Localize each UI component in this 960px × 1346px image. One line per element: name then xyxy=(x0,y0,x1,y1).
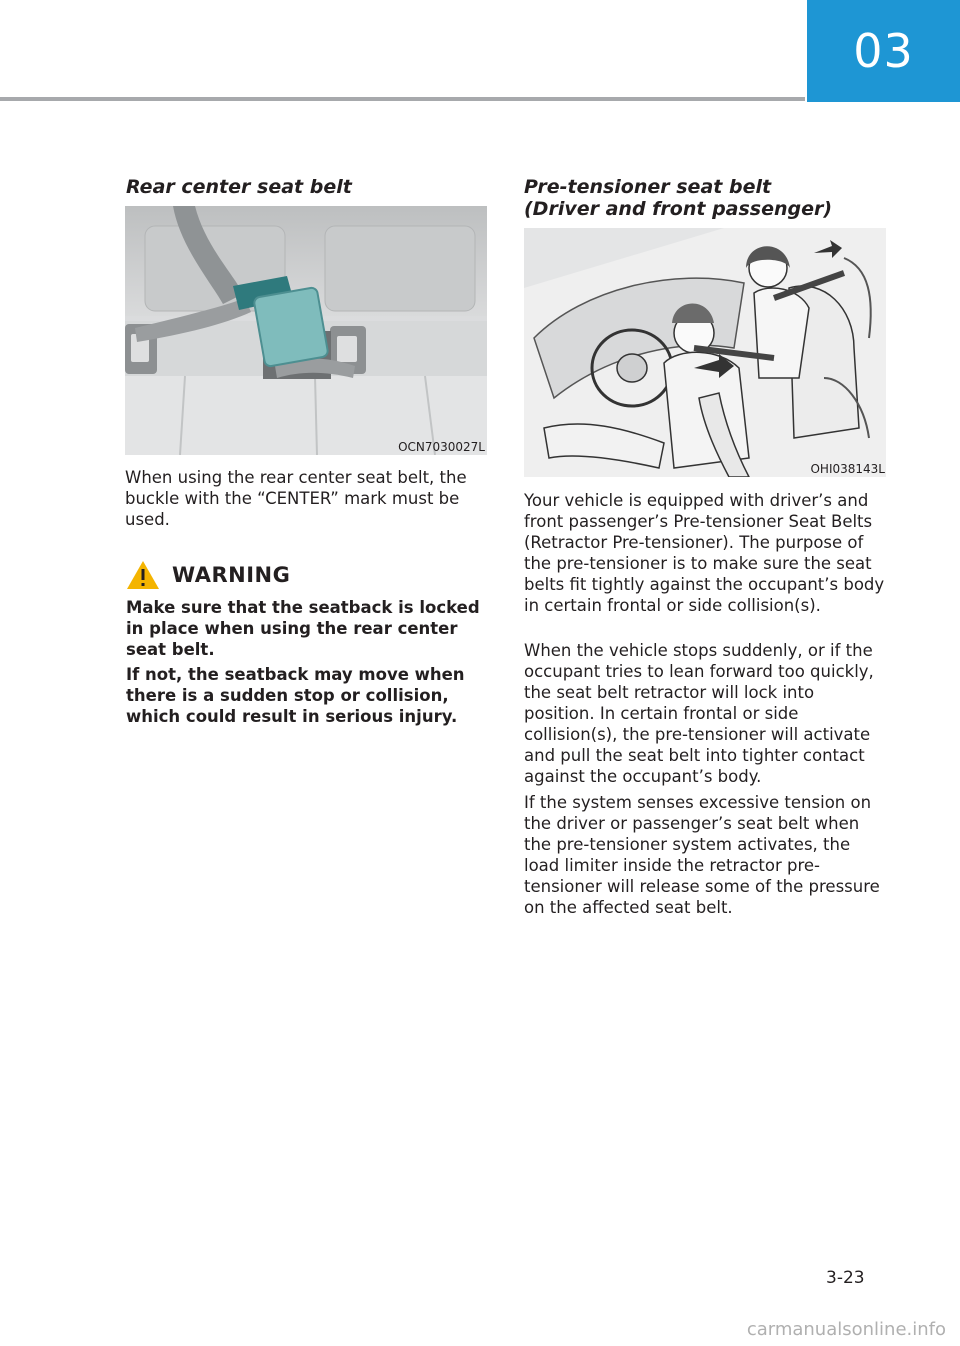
heading-line-2: (Driver and front passenger) xyxy=(524,198,833,220)
warning-title: WARNING xyxy=(172,563,291,587)
rear-center-belt-photo xyxy=(125,206,487,455)
heading-line-1: Pre-tensioner seat belt xyxy=(524,176,772,198)
pretensioner-paragraph-2: When the vehicle stops suddenly, or if the occupant tries to lean forward too quickly, the seat belt retractor will lock into position. In certain frontal or side collision(s), the pre-tensioner will activate and pull the seat belt into tighter contact against the occupant’s body. xyxy=(524,641,874,786)
warning-triangle-icon xyxy=(126,560,160,590)
warning-line-1: Make sure that the seatback is locked in place when using the rear center seat belt. xyxy=(126,598,480,659)
page-number: 3-23 xyxy=(826,1268,865,1288)
pretensioner-illustration xyxy=(524,228,886,477)
header-rule xyxy=(0,97,805,101)
figure-code-right: OHI038143L xyxy=(810,462,885,476)
footer-watermark: carmanualsonline.info xyxy=(746,1319,946,1340)
warning-header xyxy=(126,560,290,590)
chapter-tab: 03 xyxy=(807,0,960,102)
section-heading-pretensioner xyxy=(524,176,832,220)
section-heading-rear-center: Rear center seat belt xyxy=(126,176,352,198)
pretensioner-paragraph-3: If the system senses excessive tension on the driver or passenger’s seat belt when the pre-tensioner system activates, the load limiter inside the retractor pre-tensioner will release some of the pressure on the affected seat belt. xyxy=(524,793,880,917)
rear-center-paragraph: When using the rear center seat belt, the buckle with the “CENTER” mark must be used. xyxy=(125,468,467,529)
warning-line-2: If not, the seatback may move when there is a sudden stop or collision, which could result in serious injury. xyxy=(126,665,465,726)
pretensioner-paragraph-1: Your vehicle is equipped with driver’s and front passenger’s Pre-tensioner Seat Belts (Retractor Pre-tensioner). The purpose of the pre-tensioner is to make sure the seat belts fit tightly against the occupant’s body in certain frontal or side collision(s). xyxy=(524,491,885,615)
figure-code-left: OCN7030027L xyxy=(398,440,485,454)
